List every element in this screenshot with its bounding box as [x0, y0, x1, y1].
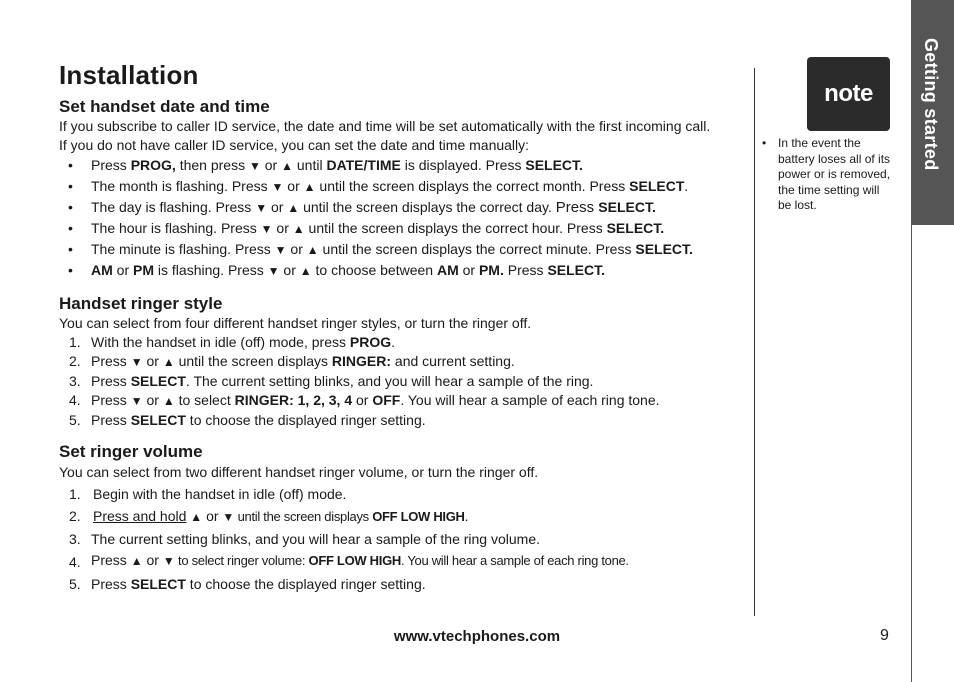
note-text [762, 136, 892, 214]
list-item: 4. Press ▲ or ▼ to select ringer volume: OFF LOW HIGH. You will hear a sample of each ring tone. [59, 550, 759, 572]
up-arrow-icon: ▲ [306, 243, 319, 257]
down-arrow-icon: ▼ [271, 180, 284, 194]
bullet: • [68, 241, 73, 257]
bullet: • [68, 178, 73, 194]
list-item: • The day is flashing. Press ▼ or ▲ until the screen displays the correct day. Press SELECT. [68, 199, 656, 216]
list-item: 3. The current setting blinks, and you will hear a sample of the ring volume. [59, 528, 759, 550]
section-heading-ringer-style: Handset ringer style [59, 294, 223, 313]
down-arrow-icon: ▼ [248, 159, 261, 173]
up-arrow-icon: ▲ [162, 355, 175, 369]
list-item: 5. Press SELECT to choose the displayed ringer setting. [69, 412, 426, 428]
section-intro: If you do not have caller ID service, you can set the date and time manually: [59, 137, 530, 153]
column-divider [754, 68, 755, 616]
note-body: In the event the battery loses all of its power or is removed, the time setting will be lost. [778, 136, 891, 212]
list-item: • The minute is flashing. Press ▼ or ▲ until the screen displays the correct minute. Press SELECT. [68, 241, 693, 257]
list-item: 1. Begin with the handset in idle (off) mode. [59, 484, 759, 505]
section-tab-label: Getting started [921, 38, 941, 171]
down-arrow-icon: ▼ [222, 510, 235, 524]
down-arrow-icon: ▼ [130, 394, 143, 408]
list-item: • The month is flashing. Press ▼ or ▲ until the screen displays the correct month. Press SELECT. [68, 178, 689, 194]
down-arrow-icon: ▼ [260, 222, 273, 236]
up-arrow-icon: ▲ [130, 554, 143, 568]
step-number: 3. [69, 531, 81, 547]
bullet: • [762, 136, 767, 150]
step-number: 5. [69, 412, 81, 428]
section-tab [911, 0, 954, 225]
bullet: • [68, 157, 73, 173]
step-number: 1. [69, 486, 81, 502]
bullet: • [68, 199, 73, 215]
up-arrow-icon: ▲ [292, 222, 305, 236]
down-arrow-icon: ▼ [274, 243, 287, 257]
page-number: 9 [880, 627, 889, 644]
step-number: 2. [69, 508, 81, 524]
list-item: 2. Press and hold ▲ or ▼ until the screen displays OFF LOW HIGH. [59, 505, 759, 528]
footer-url: www.vtechphones.com [393, 628, 561, 645]
section-heading-date-time: Set handset date and time [59, 97, 270, 116]
section-heading-ringer-volume: Set ringer volume [59, 442, 203, 461]
step-number: 1. [69, 334, 81, 350]
bullet: • [68, 262, 73, 278]
list-item: 4. Press ▼ or ▲ to select RINGER: 1, 2, 3, 4 or OFF. You will hear a sample of each ring tone. [69, 392, 660, 408]
ringer-volume-steps [59, 484, 759, 596]
up-arrow-icon: ▲ [303, 180, 316, 194]
main-content [59, 97, 759, 596]
page-title: Installation [59, 60, 199, 90]
step-number: 4. [69, 554, 81, 570]
list-item: 5. Press SELECT to choose the displayed ringer setting. [59, 572, 759, 596]
side-divider [911, 225, 912, 682]
section-intro: You can select from four different handset ringer styles, or turn the ringer off. [59, 315, 532, 331]
up-arrow-icon: ▲ [162, 394, 175, 408]
step-number: 5. [69, 576, 81, 592]
up-arrow-icon: ▲ [287, 201, 300, 215]
step-number: 3. [69, 373, 81, 389]
list-item: 1. With the handset in idle (off) mode, press PROG. [69, 334, 395, 350]
up-arrow-icon: ▲ [281, 159, 293, 173]
note-badge [807, 57, 890, 131]
section-intro: If you subscribe to caller ID service, the date and time will be set automatically with the first incoming call. [59, 118, 711, 134]
list-item: 2. Press ▼ or ▲ until the screen displays RINGER: and current setting. [69, 353, 515, 369]
step-number: 4. [69, 392, 81, 408]
ringer-style-steps [59, 333, 759, 430]
list-item: • The hour is flashing. Press ▼ or ▲ until the screen displays the correct hour. Press SELECT. [68, 220, 665, 236]
up-arrow-icon: ▲ [190, 510, 203, 524]
date-time-steps [59, 155, 759, 281]
list-item: • AM or PM is flashing. Press ▼ or ▲ to choose between AM or PM. Press SELECT. [68, 262, 606, 278]
bullet: • [68, 220, 73, 236]
down-arrow-icon: ▼ [267, 264, 280, 278]
note-label: note [824, 80, 873, 107]
list-item: • Press PROG, then press ▼ or ▲ until DATE/TIME is displayed. Press SELECT. [68, 157, 583, 173]
section-intro: You can select from two different handset ringer volume, or turn the ringer off. [59, 464, 539, 480]
list-item: 3. Press SELECT. The current setting blinks, and you will hear a sample of the ring. [69, 373, 594, 389]
step-number: 2. [69, 353, 81, 369]
down-arrow-icon: ▼ [255, 201, 268, 215]
up-arrow-icon: ▲ [299, 264, 312, 278]
down-arrow-icon: ▼ [130, 355, 143, 369]
down-arrow-icon: ▼ [162, 554, 175, 568]
